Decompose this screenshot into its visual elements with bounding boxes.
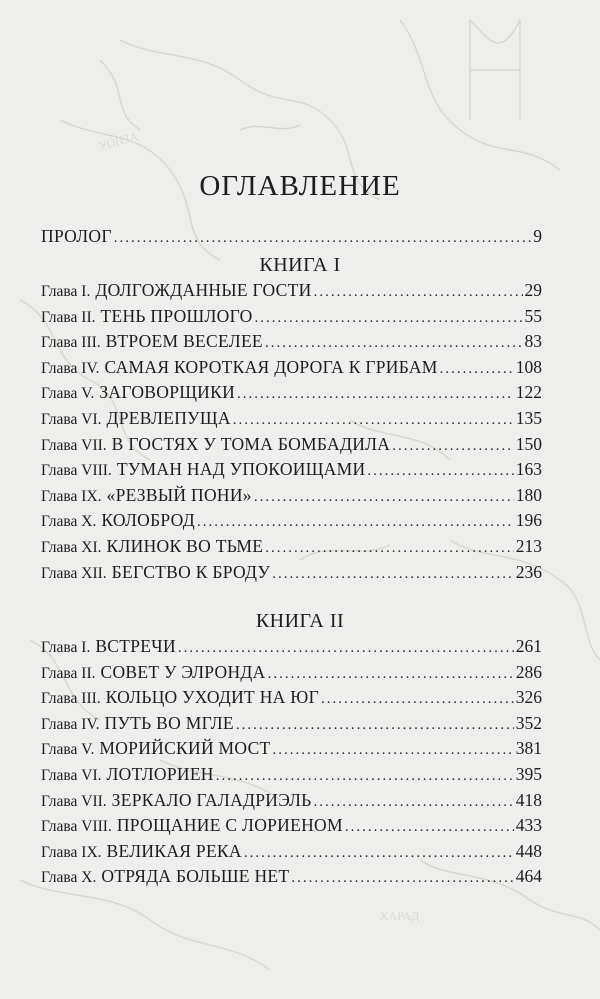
svg-text:УОНЗА: УОНЗА	[97, 129, 140, 153]
page-number: 83	[524, 331, 542, 351]
toc-entry[interactable]	[41, 510, 542, 536]
dot-leader	[265, 335, 523, 352]
chapter-label: Глава I.	[41, 283, 91, 300]
chapter-label: Глава II.	[41, 309, 96, 326]
toc-entry[interactable]	[41, 280, 542, 306]
chapter-title: КЛИНОК ВО ТЬМЕ	[106, 536, 264, 556]
dot-leader	[273, 742, 514, 759]
toc-entry[interactable]	[41, 562, 542, 588]
chapter-title: ВТРОЕМ ВЕСЕЛЕЕ	[105, 331, 263, 351]
page-number: 55	[524, 306, 542, 326]
page-number: 236	[515, 562, 542, 582]
chapter-label: Глава V.	[41, 741, 95, 758]
page-number: 381	[515, 738, 542, 758]
chapter-label: Глава V.	[41, 385, 95, 402]
page-number: 180	[515, 485, 542, 505]
chapter-title: КОЛОБРОД	[101, 510, 195, 530]
page-number: 108	[515, 357, 542, 377]
toc-entry[interactable]	[41, 841, 542, 867]
chapter-title: ДРЕВЛЕПУЩА	[106, 408, 231, 428]
page-number: 135	[515, 408, 542, 428]
dot-leader	[244, 845, 514, 862]
toc-entry[interactable]	[41, 485, 542, 511]
chapter-label: Глава IX.	[41, 844, 102, 861]
chapter-title: ДОЛГОЖДАННЫЕ ГОСТИ	[95, 280, 312, 300]
chapter-label: Глава VII.	[41, 437, 107, 454]
dot-leader	[265, 540, 514, 557]
dot-leader	[291, 870, 513, 887]
chapter-title: ПРОЩАНИЕ С ЛОРИЕНОМ	[116, 815, 343, 835]
dot-leader	[216, 768, 514, 785]
toc-entry[interactable]	[41, 357, 542, 383]
chapter-label: Глава VIII.	[41, 818, 112, 835]
toc-entry[interactable]	[41, 536, 542, 562]
toc-entry[interactable]	[41, 636, 542, 662]
dot-leader	[321, 691, 514, 708]
page-number: 150	[515, 434, 542, 454]
chapter-label: Глава VI.	[41, 767, 102, 784]
chapter-title: БЕГСТВО К БРОДУ	[111, 562, 271, 582]
chapter-label: Глава III.	[41, 334, 101, 351]
chapter-title: ЛОТЛОРИЕН	[106, 764, 214, 784]
chapter-label: Глава XI.	[41, 539, 102, 556]
chapter-title: В ГОСТЯХ У ТОМА БОМБАДИЛА	[111, 434, 391, 454]
chapter-label: Глава IV.	[41, 360, 100, 377]
page-number: 464	[515, 866, 542, 886]
page-number: 163	[515, 459, 542, 479]
dot-leader	[114, 230, 531, 247]
chapter-label: Глава IX.	[41, 488, 102, 505]
dot-leader	[392, 438, 514, 455]
chapter-title: «РЕЗВЫЙ ПОНИ»	[106, 485, 252, 505]
book-heading: КНИГА II	[255, 610, 345, 632]
page-number: 213	[515, 536, 542, 556]
chapter-label: Глава IV.	[41, 716, 100, 733]
dot-leader	[254, 489, 514, 506]
chapter-label: Глава III.	[41, 690, 101, 707]
page-number: 326	[515, 687, 542, 707]
page-number: 433	[515, 815, 542, 835]
toc-entry-prologue[interactable]	[41, 226, 542, 252]
book-heading: КНИГА I	[259, 254, 341, 276]
dot-leader	[237, 386, 514, 403]
chapter-title: ВСТРЕЧИ	[95, 636, 176, 656]
dot-leader	[272, 566, 514, 583]
chapter-label: Глава VIII.	[41, 462, 112, 479]
toc-entry[interactable]	[41, 459, 542, 485]
toc-entry[interactable]	[41, 434, 542, 460]
chapter-title: ТЕНЬ ПРОШЛОГО	[100, 306, 253, 326]
page-number: 352	[515, 713, 542, 733]
chapter-label: Глава VI.	[41, 411, 102, 428]
toc-entry[interactable]	[41, 331, 542, 357]
chapter-label: Глава X.	[41, 513, 97, 530]
chapter-title: ПУТЬ ВО МГЛЕ	[104, 713, 234, 733]
toc-entry[interactable]	[41, 713, 542, 739]
page-number: 29	[524, 280, 542, 300]
toc-entry[interactable]	[41, 764, 542, 790]
chapter-label: Глава II.	[41, 665, 96, 682]
dot-leader	[314, 284, 523, 301]
page-number: 395	[515, 764, 542, 784]
dot-leader	[233, 412, 514, 429]
chapter-label: Глава VII.	[41, 793, 107, 810]
chapter-title: ЗАГОВОРЩИКИ	[99, 382, 236, 402]
chapter-title: КОЛЬЦО УХОДИТ НА ЮГ	[105, 687, 319, 707]
toc-entry[interactable]	[41, 382, 542, 408]
svg-text:ХАРАД: ХАРАД	[380, 909, 420, 923]
chapter-title: СОВЕТ У ЭЛРОНДА	[100, 662, 266, 682]
chapter-label: Глава X.	[41, 869, 97, 886]
chapter-label: Глава XII.	[41, 565, 107, 582]
toc-entry[interactable]	[41, 687, 542, 713]
chapter-title: МОРИЙСКИЙ МОСТ	[99, 738, 271, 758]
chapter-title: САМАЯ КОРОТКАЯ ДОРОГА К ГРИБАМ	[104, 357, 438, 377]
dot-leader	[314, 794, 514, 811]
page-number: 261	[515, 636, 542, 656]
chapter-title: ВЕЛИКАЯ РЕКА	[106, 841, 242, 861]
toc-entry[interactable]	[41, 662, 542, 688]
chapter-title: ЗЕРКАЛО ГАЛАДРИЭЛЬ	[111, 790, 312, 810]
chapter-title: ОТРЯДА БОЛЬШЕ НЕТ	[101, 866, 290, 886]
chapter-title: ПРОЛОГ	[41, 226, 112, 246]
toc-title: ОГЛАВЛЕНИЕ	[199, 170, 401, 202]
page-number: 286	[515, 662, 542, 682]
page-number: 9	[533, 226, 542, 246]
page-number: 418	[515, 790, 542, 810]
page-number: 122	[515, 382, 542, 402]
chapter-title: ТУМАН НАД УПОКОИЩАМИ	[116, 459, 366, 479]
toc-entry[interactable]	[41, 408, 542, 434]
chapter-label: Глава I.	[41, 639, 91, 656]
dot-leader	[197, 514, 514, 531]
page-number: 448	[515, 841, 542, 861]
dot-leader	[268, 666, 514, 683]
toc-entry[interactable]	[41, 738, 542, 764]
dot-leader	[178, 640, 514, 657]
page-number: 196	[515, 510, 542, 530]
toc-entry[interactable]	[41, 815, 542, 841]
toc-entry[interactable]	[41, 306, 542, 332]
dot-leader	[367, 463, 513, 480]
dot-leader	[255, 310, 523, 327]
toc-entry[interactable]	[41, 866, 542, 892]
dot-leader	[345, 819, 514, 836]
dot-leader	[440, 361, 514, 378]
dot-leader	[236, 717, 514, 734]
toc-entry[interactable]	[41, 790, 542, 816]
